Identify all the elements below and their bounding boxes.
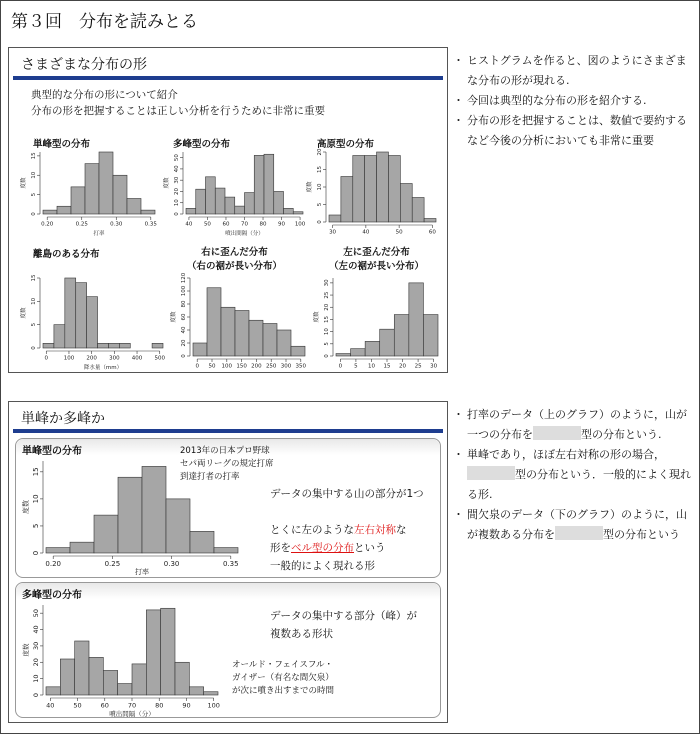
histogram-left-skewed (314, 274, 444, 370)
y-tick-label: 20 (32, 658, 40, 667)
histogram-bar (70, 542, 94, 553)
y-axis-label: 度数 (164, 177, 170, 189)
note: データの集中する部分（峰）が (270, 610, 417, 622)
x-tick-label: 0.35 (144, 221, 157, 228)
answer-blank[interactable] (467, 466, 515, 480)
histogram-bar (225, 197, 235, 214)
note: データの集中する山の部分が1つ (270, 488, 424, 500)
histogram-bar (380, 329, 395, 356)
y-tick-label: 5 (32, 523, 40, 529)
histogram-bar (141, 210, 155, 214)
histogram-bar (341, 177, 353, 223)
y-tick-label: 20 (181, 339, 187, 347)
y-tick-label: 50 (174, 154, 180, 162)
histogram-bar (264, 154, 274, 214)
bullet-list-bottom (457, 405, 695, 545)
x-tick-label: 300 (280, 363, 292, 370)
histogram-bar (388, 156, 400, 223)
x-tick-label: 60 (100, 701, 109, 710)
page-title: 第３回 分布を読みとる (11, 12, 198, 32)
y-tick-label: 40 (174, 165, 180, 173)
caption-line: 到達打者の打率 (180, 472, 240, 482)
y-tick-label: 40 (32, 625, 40, 634)
y-tick-label: 30 (174, 176, 180, 184)
y-tick-label: 10 (174, 199, 180, 207)
x-tick-label: 100 (207, 701, 220, 710)
y-tick-label: 10 (32, 494, 40, 504)
y-tick-label: 15 (32, 467, 40, 477)
histogram-bar (166, 499, 190, 553)
histogram-bar (85, 164, 99, 214)
histogram-bar (87, 297, 98, 348)
x-tick-label: 100 (294, 221, 306, 228)
y-tick-label: 20 (174, 187, 180, 195)
histogram-bar (118, 684, 132, 695)
intro-line: 典型的な分布の形について紹介 (31, 89, 178, 101)
x-tick-label: 90 (182, 701, 191, 710)
x-tick-label: 30 (430, 363, 438, 370)
x-tick-label: 60 (428, 229, 436, 236)
x-tick-label: 300 (109, 355, 120, 362)
x-tick-label: 15 (383, 363, 391, 370)
histogram-bar (263, 324, 277, 357)
caption-line: 2013年の日本プロ野球 (180, 446, 270, 456)
bullet-item: ・ 分布の形を把握することは、数値で要約するなど今後の分析においても非常に重要 (457, 111, 695, 151)
x-axis-label: 降水量（mm） (83, 365, 123, 371)
histogram-bar (351, 349, 366, 356)
chart-title: 単峰型の分布 (33, 139, 91, 150)
histogram-bar (75, 641, 89, 695)
y-tick-label: 20 (324, 303, 330, 311)
x-tick-label: 100 (63, 355, 75, 362)
histogram-bar (284, 208, 294, 214)
x-tick-label: 0 (44, 355, 49, 362)
histogram-bar (146, 610, 160, 695)
x-tick-label: 5 (354, 363, 358, 370)
x-tick-label: 0.30 (110, 221, 123, 228)
y-tick-label: 10 (32, 674, 40, 683)
x-tick-label: 200 (86, 355, 97, 362)
x-tick-label: 40 (46, 701, 55, 710)
histogram-bar (71, 187, 85, 214)
histogram-bar (277, 330, 291, 356)
histogram-bar (152, 343, 163, 348)
histogram-bar (186, 208, 196, 214)
histogram-bar (127, 199, 141, 215)
histogram-bar (329, 215, 341, 222)
histogram-bar (76, 283, 87, 348)
bullet-item: ・ 打率のデータ（上のグラフ）のように，山が一つの分布を 型の分布という. (457, 405, 695, 445)
answer-blank[interactable] (555, 526, 603, 540)
x-tick-label: 0.35 (223, 560, 239, 568)
histogram-bar (113, 175, 127, 214)
x-tick-label: 50 (208, 363, 216, 370)
y-tick-label: 5 (31, 322, 37, 327)
y-axis-label: 度数 (307, 181, 313, 193)
histogram-bar (60, 659, 74, 695)
x-axis-label: 噴出間隔（分） (109, 710, 155, 718)
histogram-bar (400, 184, 412, 223)
histogram-bar (193, 343, 207, 356)
histogram-bar (353, 156, 365, 223)
histogram-bar (254, 155, 264, 214)
x-tick-label: 80 (259, 221, 267, 228)
histogram-bar (189, 687, 203, 695)
x-tick-label: 80 (155, 701, 164, 710)
y-tick-label: 20 (317, 148, 323, 156)
y-tick-label: 0 (32, 692, 40, 698)
x-tick-label: 40 (362, 229, 370, 236)
histogram-bar (204, 692, 218, 695)
slide-title: さまざまな分布の形 (21, 57, 147, 73)
x-axis-label: 打率 (93, 231, 105, 237)
histogram-bar (365, 341, 380, 356)
y-tick-label: 120 (181, 272, 187, 284)
x-tick-label: 40 (185, 221, 193, 228)
histogram-bar (291, 346, 305, 356)
y-tick-label: 40 (181, 326, 187, 334)
histogram-bar (142, 466, 166, 553)
x-tick-label: 350 (295, 363, 307, 370)
histogram-geyser-interval (24, 601, 224, 717)
y-tick-label: 25 (324, 291, 330, 299)
histogram-bar (409, 283, 424, 356)
chart-title: 高原型の分布 (317, 139, 375, 150)
y-tick-label: 30 (32, 641, 40, 651)
chart-title: 左に歪んだ分布 （左の裾が長い分布） (329, 247, 425, 272)
x-tick-label: 50 (73, 701, 82, 710)
histogram-bar (274, 191, 284, 214)
x-tick-label: 250 (265, 363, 277, 370)
y-tick-label: 30 (324, 279, 330, 287)
histogram-bar (245, 193, 255, 214)
histogram-unimodal (21, 148, 161, 236)
x-tick-label: 70 (127, 701, 137, 710)
x-tick-label: 30 (329, 229, 337, 236)
histogram-bar (43, 210, 57, 214)
x-tick-label: 60 (222, 221, 230, 228)
x-tick-label: 0.25 (75, 221, 88, 228)
y-axis-label: 度数 (22, 500, 30, 514)
intro-line: 分布の形を把握することは正しい分析を行うために非常に重要 (31, 105, 325, 117)
histogram-bar (118, 477, 142, 553)
panel-title: 単峰型の分布 (22, 446, 82, 457)
x-tick-label: 150 (236, 363, 247, 370)
histogram-bar (214, 548, 238, 553)
note: とくに左のような左右対称な (270, 524, 407, 536)
histogram-bar (423, 315, 438, 356)
y-tick-label: 0 (181, 354, 187, 358)
panel-unimodal (15, 438, 441, 578)
y-tick-label: 50 (32, 609, 40, 618)
bullet-item: ・ 単峰であり，ほぼ左右対称の形の場合，型の分布という．一般的によく現れる形. (457, 445, 695, 505)
caption-line: が次に噴き出すまでの時間 (232, 686, 335, 696)
histogram-bar (365, 156, 377, 223)
x-tick-label: 10 (367, 363, 375, 370)
histogram-bar (221, 307, 235, 356)
y-tick-label: 10 (31, 297, 37, 305)
note: 複数ある形状 (270, 628, 333, 640)
histogram-bar (235, 311, 249, 357)
x-tick-label: 500 (154, 355, 165, 362)
x-tick-label: 400 (131, 355, 143, 362)
histogram-bar (196, 189, 206, 214)
y-tick-label: 60 (181, 313, 187, 321)
slide-distribution-shapes (8, 47, 448, 373)
y-tick-label: 0 (317, 220, 323, 224)
x-tick-label: 20 (399, 363, 407, 370)
y-tick-label: 0 (324, 354, 330, 358)
histogram-bar (65, 278, 76, 348)
histogram-bar (54, 325, 65, 348)
bullet-item: ・ 今回は典型的な分布の形を紹介する. (457, 91, 695, 111)
y-tick-label: 0 (31, 346, 37, 350)
x-tick-label: 200 (251, 363, 262, 370)
y-tick-label: 15 (31, 152, 37, 160)
histogram-bar (98, 343, 109, 348)
histogram-bar (206, 177, 216, 214)
y-tick-label: 15 (324, 315, 330, 323)
panel-title: 多峰型の分布 (22, 590, 82, 601)
y-tick-label: 15 (317, 166, 323, 173)
histogram-outlier (21, 274, 169, 370)
histogram-plateau (307, 148, 442, 236)
histogram-bar (132, 664, 146, 695)
bullet-item: ・ ヒストグラムを作ると、図のようにさまざまな分布の形が現れる. (457, 51, 695, 91)
y-tick-label: 10 (324, 328, 330, 336)
histogram-multimodal (164, 148, 309, 236)
histogram-bar (412, 198, 424, 223)
caption-line: オールド・フェイスフル・ (232, 660, 333, 670)
bullet-list-top (457, 51, 695, 151)
y-tick-label: 0 (32, 550, 40, 556)
histogram-bar (103, 670, 117, 695)
answer-blank[interactable] (533, 426, 581, 440)
chart-title: 右に歪んだ分布 （右の裾が長い分布） (187, 247, 283, 272)
histogram-bar (207, 288, 221, 356)
y-axis-label: 度数 (314, 311, 320, 323)
histogram-bar (46, 548, 70, 553)
histogram-bar (394, 315, 409, 356)
y-tick-label: 100 (181, 285, 187, 297)
histogram-bar (43, 343, 54, 348)
x-tick-label: 0.20 (41, 221, 54, 228)
bullet-item: ・ 間欠泉のデータ（下のグラフ）のように，山が複数ある分布を 型の分布という (457, 505, 695, 545)
x-tick-label: 0 (195, 363, 199, 370)
x-tick-label: 25 (414, 363, 422, 370)
histogram-bar (235, 206, 245, 214)
slide-unimodal-vs-multimodal (8, 401, 448, 723)
histogram-right-skewed (171, 274, 311, 370)
y-tick-label: 0 (31, 212, 37, 216)
panel-multimodal (15, 582, 441, 718)
x-tick-label: 0.30 (163, 560, 180, 568)
histogram-bar (46, 687, 60, 695)
note: 一般的によく現れる形 (270, 560, 375, 572)
y-tick-label: 0 (174, 212, 180, 216)
histogram-bar (175, 662, 189, 695)
note: 形をベル型の分布という (270, 542, 386, 554)
histogram-bar (89, 657, 103, 695)
histogram-bar (57, 206, 71, 214)
histogram-bar (249, 320, 263, 356)
histogram-bar (119, 343, 130, 348)
y-tick-label: 5 (324, 342, 330, 346)
histogram-bar (215, 188, 225, 214)
histogram-bar (293, 212, 303, 214)
y-axis-label: 度数 (21, 177, 27, 189)
x-tick-label: 100 (221, 363, 233, 370)
histogram-bar (94, 515, 118, 553)
caption-line: セパ両リーグの規定打席 (180, 459, 274, 469)
histogram-bar (108, 343, 119, 348)
histogram-bar (99, 152, 113, 214)
histogram-bar (424, 219, 436, 223)
x-tick-label: 50 (203, 221, 211, 228)
x-tick-label: 90 (278, 221, 286, 228)
x-tick-label: 0.25 (104, 560, 121, 568)
slide-title: 単峰か多峰か (21, 411, 105, 427)
x-axis-label: 打率 (135, 568, 149, 576)
histogram-bar (190, 531, 214, 553)
x-tick-label: 70 (241, 221, 248, 228)
y-tick-label: 10 (317, 183, 323, 191)
y-axis-label: 度数 (22, 643, 30, 657)
y-tick-label: 5 (317, 202, 323, 207)
y-tick-label: 80 (181, 300, 187, 308)
x-tick-label: 0 (338, 363, 343, 370)
chart-title: 離島のある分布 (33, 249, 100, 260)
y-tick-label: 5 (31, 192, 37, 197)
x-tick-label: 0.20 (45, 560, 61, 568)
y-tick-label: 10 (31, 171, 37, 179)
x-tick-label: 50 (395, 229, 403, 236)
y-tick-label: 15 (31, 274, 37, 282)
histogram-bar (161, 608, 175, 695)
chart-title: 多峰型の分布 (173, 139, 231, 150)
histogram-bar (377, 152, 389, 222)
title-rule (13, 76, 443, 80)
histogram-bar (336, 354, 351, 356)
y-axis-label: 度数 (21, 307, 27, 319)
caption-line: ガイザー（有名な間欠泉） (232, 673, 334, 683)
x-axis-label: 噴出間隔（分） (225, 231, 264, 237)
y-axis-label: 度数 (171, 311, 177, 323)
title-rule (13, 429, 443, 433)
